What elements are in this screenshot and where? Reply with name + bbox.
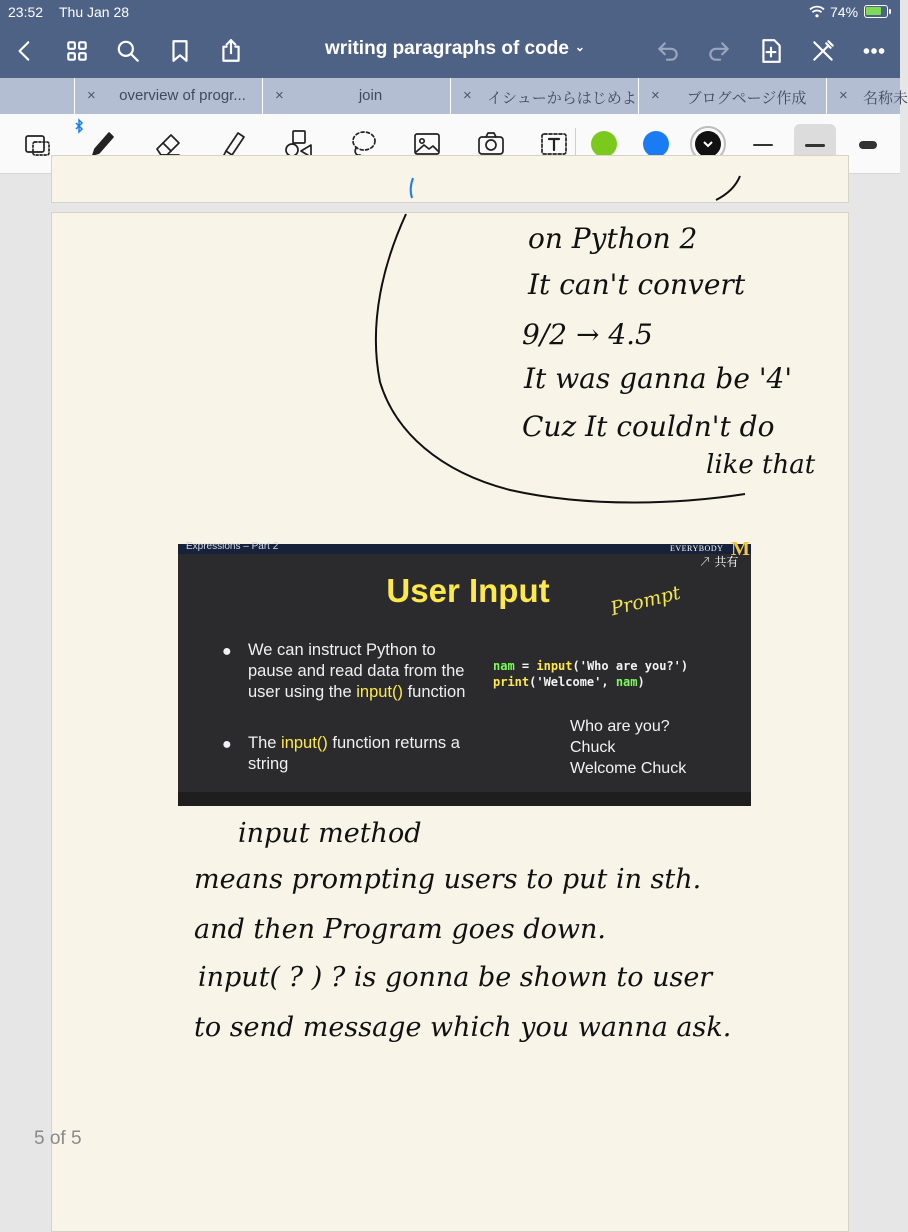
note-line: means prompting users to put in sth. [194, 864, 702, 895]
note-line: input method [238, 818, 422, 849]
ink-stroke [716, 176, 740, 200]
code-line [493, 675, 645, 689]
slide-bullet [222, 733, 478, 775]
bullet-text: We can instruct Python to pause and read data from the user using the [248, 641, 465, 701]
ink-blue-stroke [411, 178, 413, 198]
note-line: on Python 2 [528, 222, 698, 255]
tab-label: ブログページ作成 [686, 90, 807, 107]
program-output-line: Welcome Chuck [570, 760, 687, 777]
tab-label: 名称未 [863, 90, 908, 107]
code-token: ('Welcome', [529, 675, 616, 689]
bullet-dot-icon: ● [222, 736, 232, 753]
battery-percent: 74% [830, 4, 859, 20]
slide-bullet [222, 640, 478, 703]
note-line: It can't convert [528, 268, 746, 301]
program-output-line: Who are you? [570, 718, 670, 735]
note-line: 9/2 → 4.5 [522, 318, 653, 351]
note-line: to send message which you wanna ask. [194, 1012, 732, 1043]
code-token: nam [493, 659, 515, 673]
code-token: = [514, 659, 537, 673]
note-line: like that [706, 450, 816, 480]
code-token: input [536, 659, 573, 673]
bullet-dot-icon: ● [222, 643, 232, 660]
note-line: and then Program goes down. [194, 914, 606, 945]
lecture-slide-image[interactable] [178, 538, 751, 806]
bullet-text: function [403, 683, 466, 701]
bullet-highlight: input() [356, 683, 404, 701]
university-logo: M [731, 538, 750, 560]
close-icon[interactable]: × [463, 87, 472, 104]
slide-title: User Input [386, 572, 550, 609]
code-token: print [493, 675, 530, 689]
slide-header: Expressions – Part 2 [186, 541, 279, 552]
page-indicator: 5 of 5 [34, 1128, 82, 1149]
close-icon[interactable]: × [651, 87, 660, 104]
chevron-down-icon: ⌄ [574, 40, 585, 54]
close-icon[interactable]: × [275, 87, 284, 104]
slide-brand: EVERYBODY [670, 544, 724, 553]
note-line: input( ? ) ? is gonna be shown to user [198, 962, 713, 993]
code-token: ) [637, 675, 645, 689]
note-line: Cuz It couldn't do [522, 410, 775, 443]
document-title-text: writing paragraphs of code [325, 38, 569, 59]
slide-bottom-bar [178, 792, 751, 806]
code-token: nam [615, 675, 638, 689]
code-line [493, 659, 688, 673]
tab-label: overview of progr... [119, 87, 246, 104]
code-token: ('Who are you?') [572, 659, 689, 673]
bullet-highlight: input() [281, 734, 328, 752]
bullet-text: The [248, 734, 282, 752]
status-date: Thu Jan 28 [59, 4, 130, 20]
close-icon[interactable]: × [87, 87, 96, 104]
ink-loop [376, 214, 745, 503]
status-time: 23:52 [8, 4, 44, 20]
tab-label: join [358, 87, 383, 104]
close-icon[interactable]: × [839, 87, 848, 104]
note-line: It was ganna be '4' [524, 362, 793, 395]
slide-share-button[interactable]: ↗ 共有 [699, 555, 739, 569]
program-output-line: Chuck [570, 739, 616, 756]
annotation-prompt: Prompt [608, 581, 683, 621]
bullet-text: function returns a string [248, 734, 460, 773]
tab-label: イシューからはじめよ [487, 90, 637, 107]
